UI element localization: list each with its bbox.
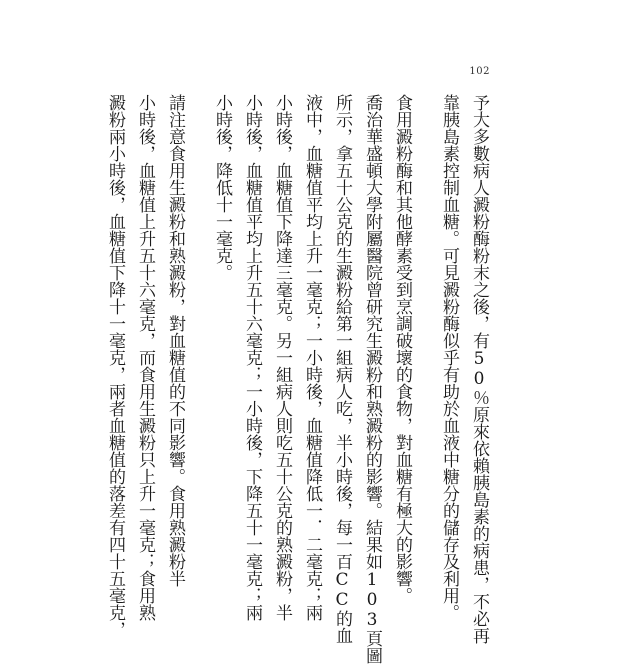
text-column: 靠胰島素控制血糖。可見澱粉酶似乎有助於血液中糖分的儲存及利用。 [439, 94, 459, 621]
text-column: 液中，血糖值平均上升一毫克；一小時後，血糖值降低一．二毫克；兩 [302, 94, 322, 621]
text-column: 所示，拿五十公克的生澱粉給第一組病人吃，半小時後，每一百CC的血 [332, 94, 352, 644]
body-text [105, 94, 494, 664]
text-column: 小時後，血糖值下降達三毫克。另一組病人則吃五十公克的熟澱粉，半 [272, 94, 292, 621]
paragraph-start-column: 請注意食用生澱粉和熟澱粉，對血糖值的不同影響。食用熟澱粉半 [165, 94, 185, 587]
text-column: 小時後，血糖值上升五十六毫克，而食用生澱粉只上升一毫克；食用熟 [135, 94, 155, 621]
text-column: 澱粉兩小時後，血糖值下降十一毫克，兩者血糖值的落差有四十五毫克， [105, 94, 125, 638]
text-column: 予大多數病人澱粉酶粉末之後，有50％原來依賴胰島素的病患，不必再 [469, 94, 489, 644]
text-column: 小時後，降低十一毫克。 [212, 94, 232, 281]
text-column: 喬治華盛頓大學附屬醫院曾研究生澱粉和熟澱粉的影響。結果如103頁圖 [362, 94, 382, 664]
text-column: 小時後，血糖值平均上升五十六毫克；一小時後，下降五十一毫克；兩 [242, 94, 262, 621]
page-number: 102 [469, 66, 490, 77]
paragraph-start-column: 食用澱粉酶和其他酵素受到烹調破壞的食物，對血糖有極大的影響。 [392, 94, 412, 604]
